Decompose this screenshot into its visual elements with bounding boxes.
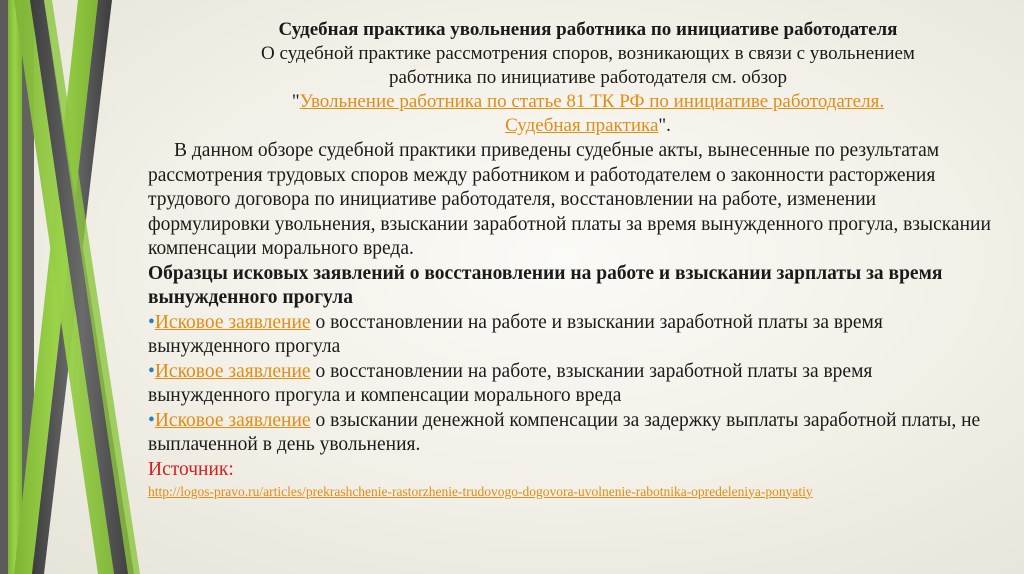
source-label: Источник: — [148, 458, 234, 480]
intro-line-1: О судебной практике рассмотрения споров, возникающих в связи с увольнением — [261, 43, 915, 64]
source-url-line — [148, 482, 998, 502]
review-link-line-2 — [178, 114, 998, 138]
source-link[interactable]: http://logos-pravo.ru/articles/prekrashchenie-rastorzhenie-trudovogo-dogovora-uvolnenie-rabotnika-opredeleniya-ponyatiy — [148, 483, 813, 499]
claim-link-3[interactable]: Исковое заявление — [154, 409, 311, 431]
samples-heading: Образцы исковых заявлений о восстановлении на работе и взыскании зарплаты за время вынужденного прогула — [148, 262, 943, 308]
list-item — [148, 311, 998, 360]
claim-link-1[interactable]: Исковое заявление — [154, 311, 311, 333]
list-item — [148, 409, 998, 458]
bullet-icon: • — [148, 360, 155, 382]
list-item-text: о взыскании денежной компенсации за задержку выплаты заработной платы, не выплаченной в день увольнения. — [148, 409, 981, 455]
intro-line-2: работника по инициативе работодателя см. обзор — [388, 67, 788, 88]
stripe-green-1 — [8, 0, 22, 574]
quote-open: " — [291, 91, 300, 112]
slide-title: Судебная практика увольнения работника по инициативе работодателя — [278, 19, 898, 40]
list-item-text: о восстановлении на работе, взыскании заработной платы за время вынужденного прогула и компенсации морального вреда — [148, 360, 873, 406]
intro-block — [148, 42, 998, 138]
bullet-icon: • — [148, 311, 155, 333]
list-item — [148, 360, 998, 409]
body-paragraph: В данном обзоре судебной практики приведены судебные акты, вынесенные по результатам рассмотрения трудовых споров между работником и работодателем о законности расторжения трудового договора по инициативе работодателя, восстановлении на работе, изменении формулировки увольнения, взыскании заработной платы за время вынужденного прогула, взыскании компенсации морального вреда. — [148, 140, 991, 259]
bullet-icon: • — [148, 409, 155, 431]
review-link[interactable]: Увольнение работника по статье 81 ТК РФ по инициативе работодателя. — [299, 91, 885, 112]
review-link-line — [178, 90, 998, 114]
quote-close: ". — [658, 115, 671, 136]
list-item-text: о восстановлении на работе и взыскании заработной платы за время вынужденного прогула — [148, 311, 883, 357]
slide-content — [148, 18, 998, 502]
review-link-continued[interactable]: Судебная практика — [505, 115, 659, 136]
stripe-dark-left — [0, 0, 8, 574]
claim-link-2[interactable]: Исковое заявление — [154, 360, 311, 382]
